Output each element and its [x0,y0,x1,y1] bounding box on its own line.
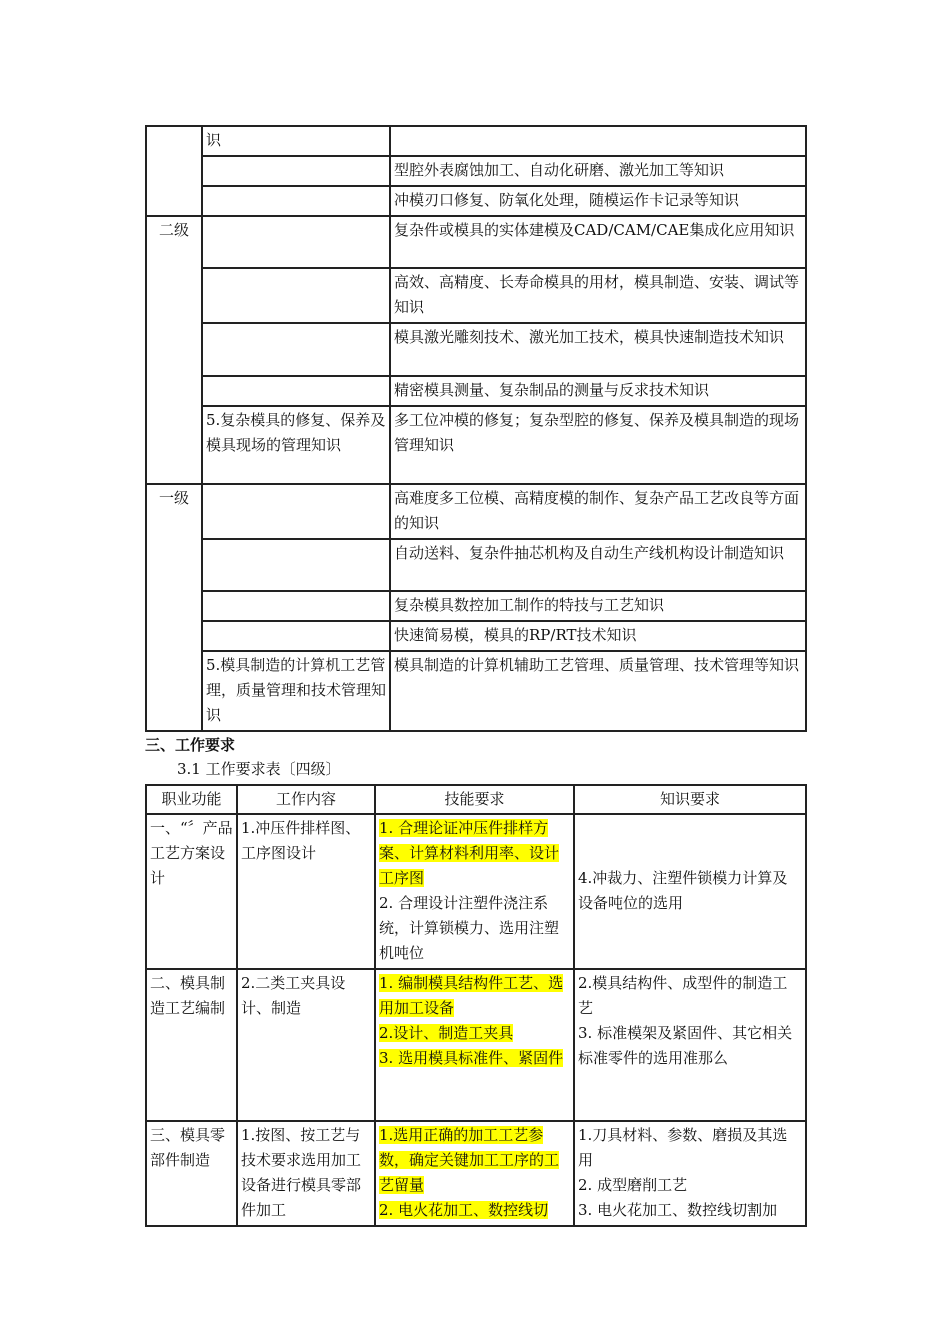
knowledge-line: 4.冲裁力、注塑件锁模力计算及设备吨位的选用 [578,869,788,912]
knowledge-line: 3. 标准模架及紧固件、其它相关标准零件的选用准那么 [578,1024,793,1067]
content-cell [202,323,390,376]
content-cell: 5.复杂模具的修复、保养及模具现场的管理知识 [202,406,390,484]
knowledge-cell: 复杂模具数控加工制作的特技与工艺知识 [390,591,806,621]
knowledge-cell: 精密模具测量、复杂制品的测量与反求技术知识 [390,376,806,406]
knowledge-cell [574,814,806,969]
highlighted-skill: 1. 合理论证冲压件排样方案、计算材料利用率、设计工序图 [379,819,560,887]
knowledge-line: 3. 电火花加工、数控线切割加 [578,1201,778,1219]
function-cell: 二、模具制造工艺编制 [146,969,237,1121]
knowledge-cell: 快速简易模，模具的RP/RT技术知识 [390,621,806,651]
content-cell: 2.二类工夹具设计、制造 [237,969,375,1121]
knowledge-line: 1.刀具材料、参数、磨损及其选用 [578,1126,788,1169]
content-cell [202,591,390,621]
content-cell [202,484,390,539]
header-function: 职业功能 [146,785,237,814]
knowledge-cell [574,1121,806,1226]
header-knowledge: 知识要求 [574,785,806,814]
level-cell-blank [146,126,202,216]
content-cell [202,216,390,268]
knowledge-table-continued [145,125,807,732]
knowledge-line: 2. 成型磨削工艺 [578,1176,688,1194]
knowledge-cell: 模具激光雕刻技术、激光加工技术，模具快速制造技术知识 [390,323,806,376]
highlighted-skill: 2.设计、制造工夹具 [379,1024,514,1042]
content-cell [202,156,390,186]
knowledge-cell [574,969,806,1121]
content-cell [202,376,390,406]
skill-line: 2. 合理设计注塑件浇注系统，计算锁模力、选用注塑机吨位 [379,894,560,962]
content-cell [202,621,390,651]
knowledge-cell: 复杂件或模具的实体建模及CAD/CAM/CAE集成化应用知识 [390,216,806,268]
skill-cell [375,814,574,969]
knowledge-cell: 自动送料、复杂件抽芯机构及自动生产线机构设计制造知识 [390,539,806,591]
header-content: 工作内容 [237,785,375,814]
level-cell: 一级 [146,484,202,731]
knowledge-cell: 型腔外表腐蚀加工、自动化研磨、激光加工等知识 [390,156,806,186]
highlighted-skill: 2. 电火花加工、数控线切 [379,1201,549,1219]
skill-cell [375,1121,574,1226]
knowledge-cell: 模具制造的计算机辅助工艺管理、质量管理、技术管理等知识 [390,651,806,731]
header-skill: 技能要求 [375,785,574,814]
content-cell [202,539,390,591]
work-requirements-table [145,784,807,1227]
knowledge-cell [390,126,806,156]
content-cell: 1.冲压件排样图、工序图设计 [237,814,375,969]
level-cell: 二级 [146,216,202,484]
highlighted-skill: 1.选用正确的加工工艺参数，确定关键加工工序的工艺留量 [379,1126,560,1194]
function-cell: 一、“〞产品工艺方案设计 [146,814,237,969]
content-cell: 5.模具制造的计算机工艺管理，质量管理和技术管理知识 [202,651,390,731]
knowledge-cell: 冲模刃口修复、防氧化处理，随模运作卡记录等知识 [390,186,806,216]
highlighted-skill: 3. 选用模具标准件、紧固件 [379,1049,564,1067]
content-cell: 1.按图、按工艺与技术要求选用加工设备进行模具零部件加工 [237,1121,375,1226]
skill-cell [375,969,574,1121]
knowledge-cell: 多工位冲模的修复；复杂型腔的修复、保养及模具制造的现场管理知识 [390,406,806,484]
knowledge-cell: 高效、高精度、长寿命模具的用材，模具制造、安装、调试等知识 [390,268,806,323]
section-heading: 三、工作要求 [145,736,236,754]
content-cell [202,186,390,216]
content-cell [202,268,390,323]
function-cell: 三、模具零部件制造 [146,1121,237,1226]
content-cell: 识 [202,126,390,156]
highlighted-skill: 1. 编制模具结构件工艺、选用加工设备 [379,974,564,1017]
knowledge-line: 2.模具结构件、成型件的制造工艺 [578,974,788,1017]
knowledge-cell: 高难度多工位模、高精度模的制作、复杂产品工艺改良等方面的知识 [390,484,806,539]
table-caption: 3.1 工作要求表〔四级〕 [177,760,341,778]
